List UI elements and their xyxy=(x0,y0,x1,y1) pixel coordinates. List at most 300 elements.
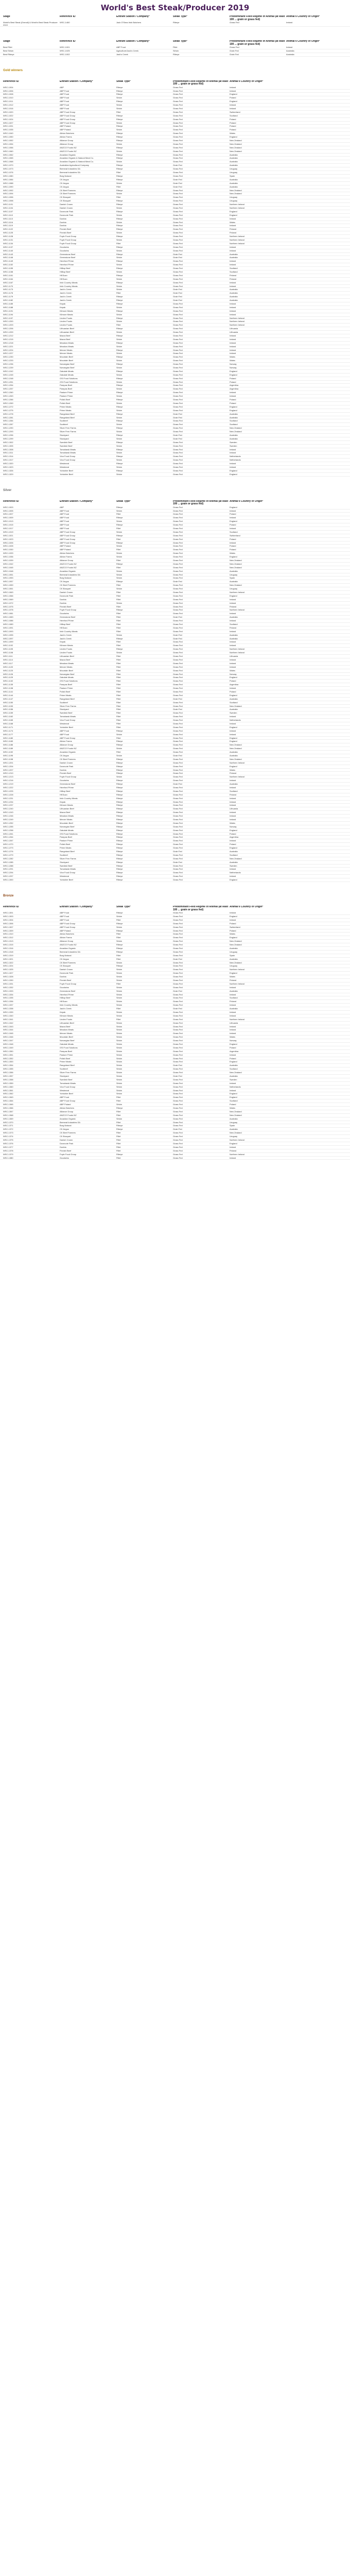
table-row xyxy=(0,1082,350,1086)
table-cell: ABP Food xyxy=(60,513,69,516)
table-cell: England xyxy=(230,914,237,918)
table-cell: Grass Fed xyxy=(173,1092,183,1095)
table-row xyxy=(0,559,350,563)
table-cell: Sirloin xyxy=(116,121,122,124)
table-cell: Sirloin xyxy=(116,387,122,391)
table-cell: Ribeye xyxy=(116,267,123,270)
table-cell: Finnish Beef xyxy=(60,231,72,234)
table-row xyxy=(0,563,350,566)
table-cell: WSC-1019 xyxy=(3,530,13,533)
table-cell: Oakdale Meats xyxy=(60,828,74,832)
table-cell: Jack's Creek xyxy=(60,1007,72,1010)
table-cell: WSC-1323 xyxy=(3,465,13,468)
table-cell: Ribeye xyxy=(116,86,123,89)
table-cell: Grass Fed xyxy=(173,157,183,160)
table-cell: England xyxy=(230,594,237,597)
table-cell: Fillet xyxy=(116,640,121,643)
table-cell: Silver Fern Farms xyxy=(60,1071,76,1074)
table-row xyxy=(0,552,350,555)
table-cell: Grass Fed xyxy=(173,954,183,957)
table-cell: Poland xyxy=(230,843,236,846)
table-cell: Alliance Group xyxy=(60,1110,74,1113)
table-cell: Irish Country Meats xyxy=(60,1004,78,1007)
table-cell: WSC-1222 xyxy=(3,786,13,789)
table-cell: Linden Foods xyxy=(60,324,73,327)
table-cell: Grass Fed xyxy=(173,277,183,280)
table-cell: Jack's Creek xyxy=(60,295,72,298)
table-cell: WSC-1294 xyxy=(3,871,13,874)
table-cell: Ireland xyxy=(230,598,236,601)
table-cell: WSC-1050 xyxy=(3,135,13,139)
table-cell: Ireland xyxy=(230,722,236,725)
table-cell: WSC-1249 xyxy=(3,818,13,821)
table-cell: Sirloin xyxy=(116,1043,122,1045)
table-cell: Sirloin xyxy=(116,747,122,750)
table-cell: Grass Fed xyxy=(173,1145,183,1148)
header-cell: Animal's Country of Origin* xyxy=(286,15,320,18)
table-cell: Scotland xyxy=(230,701,238,704)
table-cell: WSC-1369 xyxy=(3,1117,13,1120)
table-cell: Yorkshire Beef xyxy=(60,1092,73,1095)
table-row xyxy=(0,804,350,807)
table-cell: Dovecote Park xyxy=(60,213,74,216)
table-cell: Finland xyxy=(230,978,237,981)
table-cell: Grass Fed xyxy=(173,839,183,842)
table-cell: WSC-1171 xyxy=(3,725,13,728)
table-row xyxy=(0,694,350,698)
table-cell: Ireland xyxy=(230,313,236,316)
table-cell: WSC-1231 xyxy=(3,796,13,800)
table-cell: Northern Ireland xyxy=(230,235,244,238)
table-cell: Arcadian Organic & Natural Meat Co. xyxy=(60,160,94,163)
table-cell: Ireland xyxy=(286,46,293,48)
table-cell: WSC-1056 xyxy=(3,146,13,149)
table-cell: Australia xyxy=(230,989,238,992)
table-row xyxy=(0,854,350,857)
table-cell: WSC-1129 xyxy=(3,676,13,679)
table-row xyxy=(0,349,350,352)
table-cell: Finland xyxy=(230,1000,237,1003)
table-row xyxy=(0,865,350,868)
table-cell: Grass Fed xyxy=(173,591,183,594)
table-cell: Silver Fern Farms xyxy=(60,704,76,707)
table-row xyxy=(0,715,350,719)
table-cell: Northern Ireland xyxy=(230,761,244,764)
table-cell: Sirloin xyxy=(116,587,122,590)
table-cell: Grass Fed xyxy=(173,651,183,654)
table-cell: Ribeye xyxy=(116,93,123,96)
table-row xyxy=(0,263,350,267)
table-row xyxy=(0,993,350,997)
table-cell: Hilltop Beef xyxy=(60,267,71,270)
table-cell: Sirloin xyxy=(116,996,122,999)
table-cell: Grass Fed xyxy=(173,135,183,139)
table-cell: Australia xyxy=(230,957,238,960)
table-cell: WSC-1257 xyxy=(3,387,13,391)
table-row xyxy=(0,861,350,865)
table-cell: Foyle Food Group xyxy=(60,242,77,245)
table-cell: Ribeye xyxy=(116,1128,123,1131)
table-cell: Lithuanian Beef xyxy=(60,331,74,334)
table-cell: WSC-1161 xyxy=(3,274,13,277)
table-cell: Grass Fed xyxy=(173,1049,183,1053)
table-cell: WSC-1101 xyxy=(3,203,13,206)
table-cell: Scotland xyxy=(230,789,238,792)
table-cell: Grass Fed xyxy=(173,655,183,658)
table-cell: Silver Fern Farms xyxy=(60,857,76,860)
table-cell: WSC-1312 xyxy=(3,936,13,939)
table-cell: England xyxy=(230,93,237,96)
table-cell: Ireland xyxy=(230,911,236,914)
table-cell: Fillet xyxy=(116,616,121,619)
table-cell: Ireland xyxy=(230,918,236,921)
table-cell: Grass Fed xyxy=(173,334,183,337)
table-cell: Meadow Meats xyxy=(60,1028,74,1031)
table-cell: Northern Ireland xyxy=(230,206,244,209)
table-cell: Ribeye xyxy=(116,1153,123,1156)
table-cell: Ireland xyxy=(230,1032,236,1035)
table-cell: Sirloin xyxy=(116,552,122,555)
table-cell: Grass Fed xyxy=(173,594,183,597)
table-cell: Grass Fed xyxy=(173,1089,183,1092)
table-cell: Ribeye xyxy=(116,516,123,519)
table-cell: WSC-1107 xyxy=(3,210,13,213)
table-cell: Fillet xyxy=(116,548,121,551)
table-cell: Grass Fed xyxy=(173,555,183,558)
table-row xyxy=(0,548,350,552)
table-cell: WSC-1209 xyxy=(3,331,13,334)
table-cell: Tomahawk Meats xyxy=(60,715,76,718)
table-cell: Greenstone Beef xyxy=(60,989,76,992)
table-cell: Ribeye xyxy=(116,929,123,932)
table-cell: Grass Fed xyxy=(173,836,183,839)
table-cell: Sirloin xyxy=(116,459,122,462)
table-cell: Sirloin xyxy=(116,1046,122,1049)
table-cell: Ribeye xyxy=(116,274,123,277)
table-cell: Fillet xyxy=(116,591,121,594)
table-cell: Ribeye xyxy=(116,419,123,422)
table-row xyxy=(0,577,350,580)
table-cell: Fillet xyxy=(116,1139,121,1142)
table-row xyxy=(0,751,350,754)
table-cell: Argentina xyxy=(230,836,239,839)
table-cell: Grass Fed xyxy=(173,395,183,398)
table-cell: Ribeye xyxy=(116,363,123,366)
table-cell: Ribeye xyxy=(116,779,123,782)
table-row xyxy=(0,825,350,829)
table-cell: WSC-1326 xyxy=(3,469,13,472)
table-cell: Swedish Beef xyxy=(60,440,73,444)
table-cell: Grass Fed xyxy=(173,384,183,387)
table-cell: Grass Fed xyxy=(173,825,183,828)
table-cell: WSC-1006 xyxy=(3,89,13,92)
table-row xyxy=(0,1054,350,1057)
table-row xyxy=(0,21,350,27)
table-cell: Mountain Beef xyxy=(60,355,73,359)
table-cell: WSC-1198 xyxy=(3,757,13,760)
table-cell: Alliance Group xyxy=(60,559,74,562)
table-cell: Grain Fed xyxy=(173,185,182,188)
table-cell: Fillet xyxy=(116,954,121,957)
table-cell: Ribeye xyxy=(116,772,123,775)
table-row xyxy=(0,221,350,225)
table-cell: Foyle Food Group xyxy=(60,608,77,612)
table-cell: Danish Crown xyxy=(60,1139,73,1142)
table-cell: Sirloin xyxy=(116,530,122,533)
table-cell: ABP Food Group xyxy=(60,114,76,117)
table-cell: WSC-1285 xyxy=(3,860,13,863)
table-cell: Grass Fed xyxy=(173,807,183,810)
table-cell: CK Angus xyxy=(60,185,69,188)
table-cell: Ireland xyxy=(230,281,236,284)
table-cell: Dunbia xyxy=(60,598,66,601)
table-cell: Vion Food Group xyxy=(60,871,76,874)
table-cell: WSC-1030 xyxy=(3,548,13,551)
table-cell: Mountain Beef xyxy=(60,359,73,362)
table-cell: WSC-1141 xyxy=(3,690,13,693)
table-cell: Sirloin xyxy=(116,277,122,280)
table-row xyxy=(0,381,350,384)
table-cell: Grass Fed xyxy=(173,978,183,981)
table-cell: WSC-1040 xyxy=(3,132,13,135)
table-row xyxy=(0,253,350,257)
table-row xyxy=(0,192,350,196)
table-cell: WSC-1361 xyxy=(3,1089,13,1092)
table-cell: WSC-1254 xyxy=(3,384,13,387)
table-cell: Ribeye xyxy=(116,469,123,472)
table-cell: WSC-1004 xyxy=(3,86,13,89)
table-cell: Grass Fed xyxy=(173,355,183,359)
table-cell: Vion Food Group xyxy=(60,719,76,722)
table-cell: Wales xyxy=(230,132,235,135)
table-cell: WSC-1317 xyxy=(3,459,13,462)
table-row xyxy=(0,210,350,214)
table-cell: Ribeye xyxy=(116,433,123,436)
table-cell: Grain Fed xyxy=(173,295,182,298)
table-row xyxy=(0,520,350,523)
table-cell: WSC-1065 xyxy=(3,157,13,160)
table-row xyxy=(0,915,350,919)
table-cell: Sweden xyxy=(230,440,237,444)
table-cell: WSC-1218 xyxy=(3,341,13,344)
table-cell: Goodwins xyxy=(60,612,69,615)
table-cell: Ribeye xyxy=(116,203,123,206)
table-cell: Grass Fed xyxy=(173,811,183,814)
table-row xyxy=(0,139,350,143)
table-cell: Ireland xyxy=(230,658,236,661)
table-row xyxy=(0,377,350,381)
table-cell: Prime Meats xyxy=(60,409,72,412)
table-cell: Grass Fed xyxy=(173,427,183,430)
table-cell: Jack's Creek xyxy=(60,292,72,295)
table-cell: Uruguay xyxy=(230,199,238,202)
table-row xyxy=(0,437,350,441)
table-cell: WSC-1011 xyxy=(3,100,13,103)
table-cell: Linden Foods xyxy=(60,316,73,319)
table-cell: Lithuania xyxy=(230,655,238,658)
table-cell: Bermeat Industries SA xyxy=(60,950,81,953)
table-cell: Sirloin xyxy=(116,160,122,163)
table-cell: Wales xyxy=(230,1036,235,1039)
table-cell: Jack's Creek xyxy=(60,288,72,291)
table-cell: Sirloin xyxy=(116,545,122,548)
table-cell: Grass Fed xyxy=(173,242,183,245)
table-cell: Australia xyxy=(230,153,238,156)
table-cell: ABP xyxy=(60,505,64,509)
table-row xyxy=(0,214,350,217)
table-cell: Australia xyxy=(230,1007,238,1010)
table-cell: WSC-1078 xyxy=(3,608,13,612)
table-cell: Grass Fed xyxy=(173,89,183,92)
table-cell: Ireland xyxy=(230,818,236,821)
table-cell: Grass Fed xyxy=(173,566,183,569)
table-cell: Ireland xyxy=(230,779,236,782)
table-cell: Grain Fed xyxy=(173,252,182,256)
table-cell: ABP Food xyxy=(60,89,69,92)
table-cell: Ribeye xyxy=(116,440,123,444)
table-cell: Swedish Beef xyxy=(60,444,73,447)
table-cell: WSC-1021 xyxy=(3,534,13,537)
table-cell: Grass Fed xyxy=(173,1046,183,1049)
table-cell: WSC-1239 xyxy=(3,366,13,369)
table-cell: Foyle Food Group xyxy=(60,235,77,238)
table-cell: Spain xyxy=(230,954,235,957)
table-cell: New Zealand xyxy=(230,142,242,145)
table-cell: WSC-1370 xyxy=(3,1121,13,1124)
table-cell: ANZCO Foods NZ xyxy=(60,747,77,750)
header-cell: Entrant Station / Company* xyxy=(60,500,93,503)
table-cell: WSC-1322 xyxy=(3,961,13,964)
table-row xyxy=(0,747,350,751)
table-cell: Sirloin xyxy=(116,423,122,426)
table-cell: Grass Fed xyxy=(173,729,183,732)
table-cell: Grass Fed xyxy=(173,121,183,124)
table-cell: England xyxy=(230,520,237,523)
table-cell: Norway xyxy=(230,1039,237,1042)
table-cell: Australia xyxy=(230,569,238,572)
table-cell: Sirloin xyxy=(116,430,122,433)
table-cell: WSC-1379 xyxy=(3,1153,13,1156)
table-row xyxy=(0,402,350,405)
table-cell: Grass Fed xyxy=(173,451,183,454)
table-cell: WSC-1119 xyxy=(3,224,13,227)
table-cell: Grass Fed xyxy=(173,1028,183,1031)
table-cell: WSC-1363 xyxy=(3,1096,13,1099)
table-row xyxy=(0,655,350,658)
table-cell: Argentina xyxy=(230,384,239,387)
table-cell: Dunbia xyxy=(60,1145,66,1148)
table-cell: Rangeland Beef xyxy=(60,1064,75,1067)
table-cell: Hereford Prime xyxy=(60,786,74,789)
table-cell: Sirloin xyxy=(116,989,122,992)
table-cell: ABP Food xyxy=(60,914,69,918)
table-cell: Sirloin xyxy=(116,754,122,757)
table-cell: Sirloin xyxy=(116,1060,122,1063)
table-cell: Poland xyxy=(230,121,236,124)
table-cell: Hilltop Beef xyxy=(60,623,71,626)
table-cell: Sirloin xyxy=(116,1028,122,1031)
table-cell: ABP Poland xyxy=(60,545,71,548)
table-cell: HKScan xyxy=(60,277,67,280)
table-cell: Grass Fed xyxy=(173,1107,183,1110)
table-row xyxy=(0,619,350,623)
table-cell: WSC-1291 xyxy=(3,868,13,871)
table-row xyxy=(0,1114,350,1117)
table-cell: Grass Fed xyxy=(173,751,183,754)
table-cell: New Zealand xyxy=(230,559,242,562)
table-cell: Goodwins xyxy=(60,245,69,248)
table-cell: Sirloin xyxy=(116,288,122,291)
table-cell: Grass Fed xyxy=(173,793,183,796)
table-cell: WSC-1255 xyxy=(3,825,13,828)
table-cell: ABP Food Group xyxy=(60,1099,76,1103)
page-title: World's Best Steak/Producer 2019 xyxy=(100,3,250,12)
table-cell: Australia xyxy=(230,1064,238,1067)
table-cell: Sirloin xyxy=(116,975,122,978)
table-cell: Alliance Group xyxy=(60,940,74,943)
table-cell: Stockyard xyxy=(60,437,69,440)
table-cell: Ribeye xyxy=(116,637,123,640)
table-row xyxy=(0,1149,350,1153)
table-cell: Meadow Meats xyxy=(60,662,74,665)
table-cell: WSC-1007 xyxy=(3,513,13,516)
table-cell: Grass Fed xyxy=(173,352,183,355)
table-cell: Fillet xyxy=(116,1156,121,1159)
table-cell: CK Beef Farmers xyxy=(60,757,76,760)
table-cell: Sirloin xyxy=(116,1025,122,1028)
table-cell: Scotbeef xyxy=(60,701,68,704)
table-row xyxy=(0,573,350,577)
table-cell: Netherlands xyxy=(230,871,241,874)
table-cell: Grass Fed xyxy=(173,545,183,548)
table-cell: CK Angus xyxy=(60,580,69,583)
table-cell: Ribeye xyxy=(116,132,123,135)
table-cell: Fillet xyxy=(116,687,121,690)
table-cell: Macra Beef xyxy=(60,658,71,661)
table-row xyxy=(0,1000,350,1004)
table-cell: Sirloin xyxy=(116,142,122,145)
table-cell: Australia xyxy=(230,616,238,619)
table-cell: Grass Fed xyxy=(173,768,183,771)
table-cell: Grass Fed xyxy=(173,398,183,401)
table-cell: WSC-1340 xyxy=(3,1014,13,1017)
table-cell: Uruguay xyxy=(230,587,238,590)
table-cell: England xyxy=(230,472,237,476)
table-cell: Ireland xyxy=(230,986,236,989)
table-cell: Sirloin xyxy=(116,231,122,234)
table-cell: OSI Food Solutions xyxy=(60,377,78,380)
table-cell: Grass Fed xyxy=(173,274,183,277)
header-cell: Predominant Feed Regime of Animal (at least 100 ... grain or grass fed) xyxy=(230,40,285,46)
table-cell: WSC-1248 xyxy=(3,377,13,380)
table-cell: New Zealand xyxy=(230,757,242,760)
table-row xyxy=(0,324,350,327)
table-cell: Mercer Meats xyxy=(60,1032,73,1035)
table-cell: Prime Meats xyxy=(60,405,72,408)
table-cell: Wales xyxy=(230,821,235,824)
table-cell: WSC-1045 xyxy=(3,566,13,569)
table-cell: WSC-1194 xyxy=(3,313,13,316)
table-cell: Ribeye xyxy=(116,235,123,238)
table-cell: WSC-1099 xyxy=(3,640,13,643)
table-row xyxy=(0,100,350,104)
table-cell: Ribeye xyxy=(116,427,123,430)
table-cell: Sirloin xyxy=(116,577,122,580)
table-cell: WSC-1097 xyxy=(3,637,13,640)
table-cell: Sirloin xyxy=(116,1064,122,1067)
table-cell: Kilmore Meats xyxy=(60,1014,73,1017)
table-cell: Grass Fed xyxy=(173,373,183,376)
